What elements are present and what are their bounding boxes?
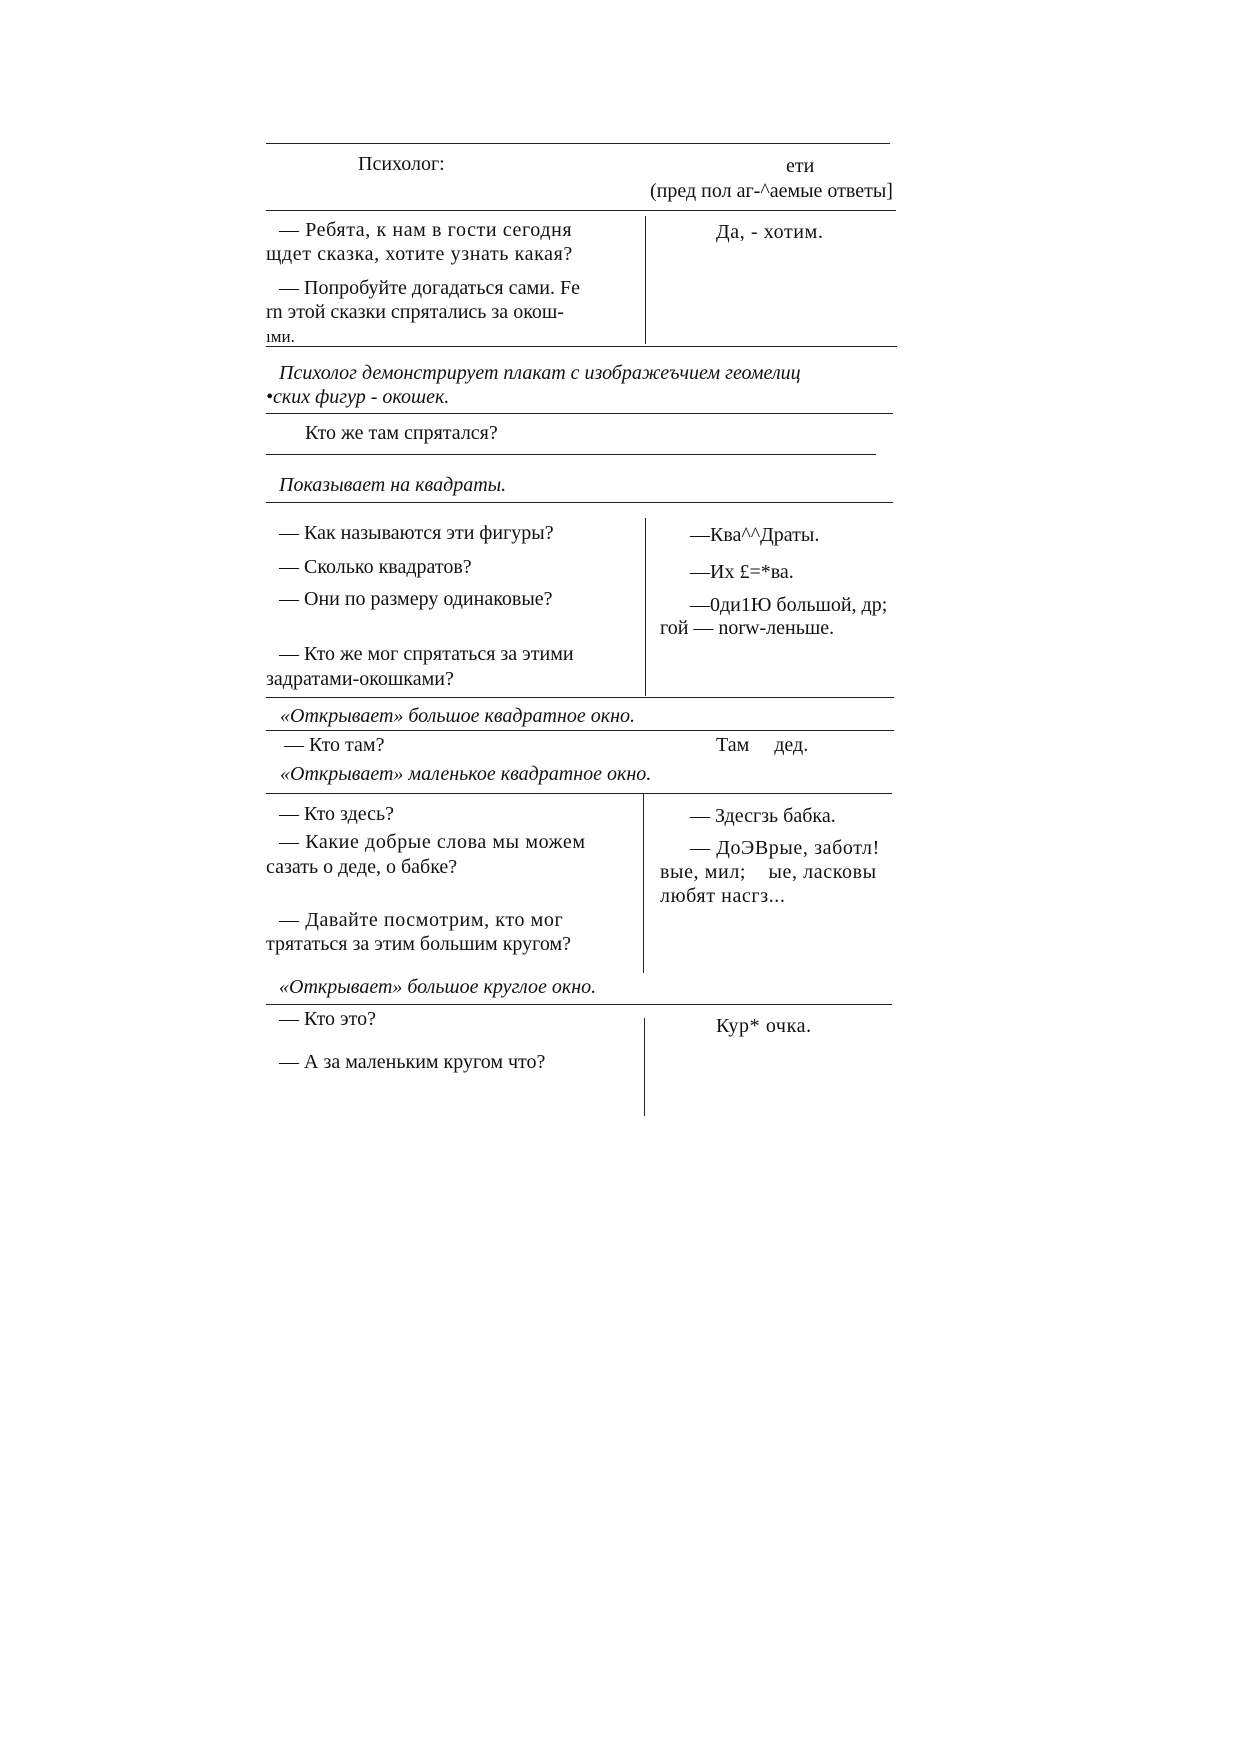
header-children: ети: [786, 155, 815, 177]
header-psychologist: Психолог:: [358, 153, 445, 175]
block4-q2: — А за маленьким кругом что?: [279, 1051, 546, 1073]
block2-q2: — Сколько квадратов?: [279, 556, 472, 578]
block3-q2-line1: — Какие добрые слова мы можем: [279, 831, 586, 853]
block3-answer2-line1: — ДоЭВрые, заботл!: [690, 837, 880, 859]
rule-remark3-bottom: [266, 730, 894, 731]
remark4: «Открывает» маленькое квадратное окно.: [280, 763, 652, 785]
block1-answer1: Да, - хотим.: [716, 221, 824, 243]
rule-top: [266, 143, 890, 144]
remark2: Показывает на квадраты.: [279, 474, 507, 496]
block3-q3-line2: трятаться за этим большим кругом?: [266, 933, 572, 955]
divider-block4: [644, 1018, 645, 1116]
divider-block1: [645, 216, 646, 344]
remark1-line2: •ских фигур - окошек.: [266, 386, 450, 408]
rule-remark2-bottom: [266, 502, 893, 503]
block1-q2-line3: ıми.: [266, 327, 295, 346]
block4-q1: — Кто это?: [279, 1008, 376, 1030]
block2-answer1: —Ква^^Драты.: [690, 524, 820, 546]
rule-remark5-bottom: [266, 1004, 892, 1005]
divider-block3: [643, 793, 644, 973]
rule-header-bottom: [266, 210, 896, 211]
block2-answer3-line1: —0ди1Ю большой, др;: [690, 594, 888, 616]
remark5: «Открывает» большое круглое окно.: [279, 976, 597, 998]
block3-answer2-line2: вые, мил; ые, ласковы: [660, 861, 877, 883]
block1-q1-line1: — Ребята, к нам в гости сегодня: [279, 219, 573, 241]
block3-q3-line1: — Давайте посмотрим, кто мог: [279, 909, 564, 931]
block2-q4-line2: задратами-окошками?: [266, 668, 454, 690]
rule-remark4-bottom: [266, 793, 892, 794]
block2-q1: — Как называются эти фигуры?: [279, 522, 554, 544]
block3-q2-line2: сазать о деде, о бабке?: [266, 856, 458, 878]
block1-q2-line2: rn этой сказки спрятались за окош-: [266, 301, 564, 323]
block4-answer1: Кур* очка.: [716, 1015, 812, 1037]
question-who-there: — Кто там?: [284, 734, 385, 756]
block1-q1-line2: щдет сказка, хотите узнать какая?: [266, 243, 573, 265]
rule-block1-bottom: [266, 346, 897, 347]
block3-answer2-line3: любят насгз...: [660, 885, 786, 907]
rule-block2-bottom: [266, 697, 894, 698]
block2-q3: — Они по размеру одинаковые?: [279, 588, 553, 610]
remark1-line1: Психолог демонстрирует плакат с изображеъчием геомелиц: [279, 362, 801, 384]
divider-block2: [645, 518, 646, 696]
question-who-hid: Кто же там спрятался?: [305, 422, 498, 444]
block2-q4-line1: — Кто же мог спрятаться за этими: [279, 643, 574, 665]
block1-q2-line1: — Попробуйте догадаться сами. Fe: [279, 277, 580, 299]
block3-q1: — Кто здесь?: [279, 803, 395, 825]
rule-question-bottom: [266, 454, 876, 455]
rule-remark1-bottom: [266, 413, 893, 414]
block2-answer2: —Их £=*ва.: [690, 561, 794, 583]
block3-answer1: — Здесгзь бабка.: [690, 805, 836, 827]
header-expected-answers: (пред пол аг-^аемые ответы]: [650, 180, 893, 202]
block2-answer3-line2: гой — norw-леньше.: [660, 617, 835, 639]
remark3: «Открывает» большое квадратное окно.: [280, 705, 636, 727]
answer-grandpa: Там дед.: [716, 734, 809, 756]
